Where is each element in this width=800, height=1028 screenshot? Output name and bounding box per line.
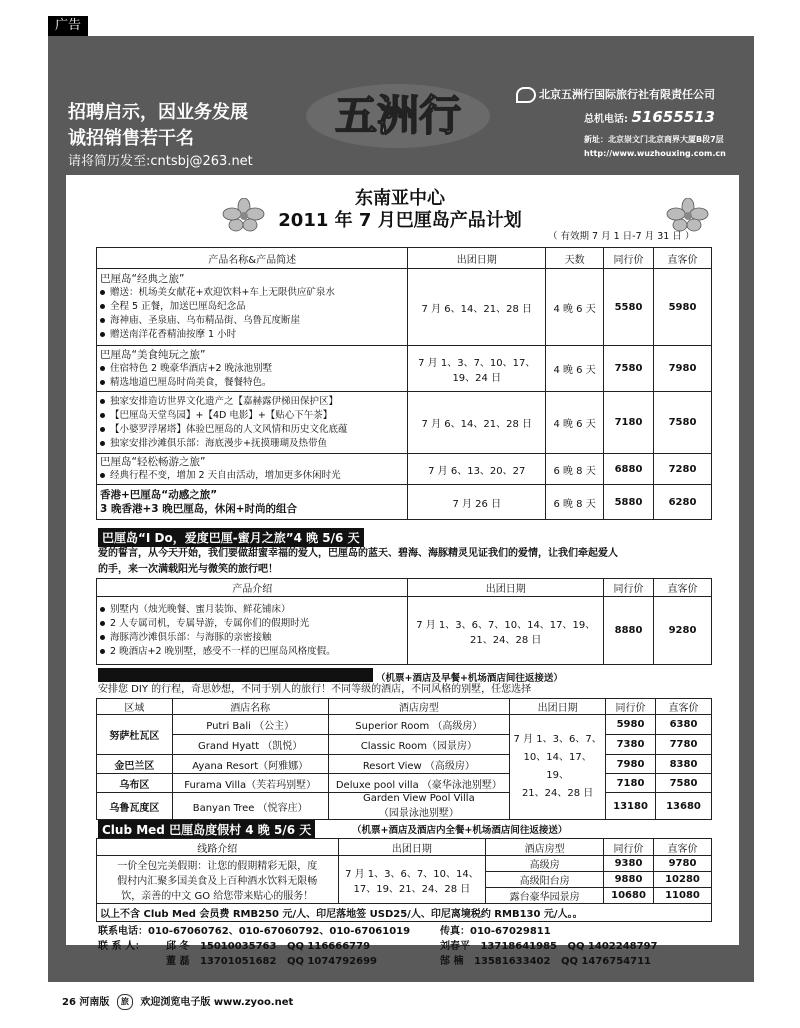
column-header: 出团日期: [338, 839, 486, 856]
feature-item: 独家安排沙滩俱乐部：海底漫步+抚摸珊瑚及热带鱼: [100, 437, 404, 451]
clubmed-note: （机票+酒店及酒店内全餐+机场酒店间往返接送）: [352, 825, 568, 836]
product-cell: [97, 269, 408, 346]
area-cell: 乌鲁瓦度区: [97, 793, 173, 820]
departure-dates: 7 月 1、3、7、10、17、 19、24 日: [408, 346, 546, 392]
product-name: 香港+巴厘岛“动感之旅”: [100, 489, 218, 501]
room-type: Deluxe pool villa （豪华泳池别墅）: [328, 774, 510, 793]
feature-item: 赠送：机场美女献花+欢迎饮料+车上无限供应矿泉水: [100, 286, 404, 300]
hotel-name: Putri Bali （公主）: [172, 715, 328, 735]
feature-item: 【小婆罗浮屠塔】体验巴厘岛的人文风情和历史文化底蕴: [100, 423, 404, 437]
phone-number: 51655513: [631, 108, 715, 126]
resume-email[interactable]: 请将简历发至:cntsbj@263.net: [68, 154, 253, 169]
direct-price: 8380: [656, 755, 712, 774]
table-row: [97, 856, 712, 872]
peer-price: 9880: [604, 872, 654, 888]
table-row: [97, 392, 712, 454]
column-header: 同行价: [604, 248, 654, 269]
product-cell: [97, 597, 408, 665]
diy-intro: 安排您 DIY 的行程，奇思妙想，不同于别人的旅行！不同等级的酒店，不同风格的别墅，任您选择: [98, 684, 532, 695]
table-header-row: [97, 699, 712, 715]
company-address: 新址：北京崇文门北京商界大厦B段7层: [584, 135, 724, 144]
column-header: 产品介绍: [97, 579, 408, 597]
column-header: 同行价: [604, 579, 654, 597]
column-header: 出团日期: [510, 699, 606, 715]
column-header: 直客价: [656, 699, 712, 715]
product-desc: 3 晚香港+3 晚巴厘岛，休闲+时尚的组合: [100, 503, 298, 515]
peer-price: 9380: [604, 856, 654, 872]
redacted-heading-bar: [98, 668, 373, 682]
hotel-name: Ayana Resort（阿雅娜）: [172, 755, 328, 774]
table-header-row: [97, 248, 712, 269]
clubmed-table: [96, 838, 712, 922]
contact-person: 邱 冬 15010035763 QQ 116666779: [166, 941, 371, 952]
room-type: 高级房: [486, 856, 604, 872]
departure-dates: 7 月 1、3、6、7、10、14、17、19、 21、24、28 日: [408, 597, 604, 665]
direct-price: 7980: [654, 346, 712, 392]
table-row: [97, 904, 712, 922]
column-header: 酒店房型: [486, 839, 604, 856]
column-header: 线路介绍: [97, 839, 339, 856]
peer-price: 10680: [604, 888, 654, 904]
product-cell: [97, 485, 408, 520]
phone-row: [584, 108, 715, 126]
column-header: 同行价: [604, 839, 654, 856]
direct-price: 10280: [654, 872, 712, 888]
product-cell: [97, 392, 408, 454]
hotel-name: Furama Villa（芙若玛别墅）: [172, 774, 328, 793]
area-cell: 乌布区: [97, 774, 173, 793]
departure-dates: 7 月 6、14、21、28 日: [408, 392, 546, 454]
area-cell: 努萨杜瓦区: [97, 715, 173, 755]
room-type: 高级阳台房: [486, 872, 604, 888]
table-row: [97, 454, 712, 485]
ad-tag: 广告: [48, 16, 88, 36]
peer-price: 7380: [606, 735, 656, 755]
product-name: 巴厘岛“轻松畅游之旅”: [100, 456, 206, 468]
hotel-name: Grand Hyatt （凯悦）: [172, 735, 328, 755]
contact-person-label: 联 系 人：: [98, 941, 145, 952]
table-row: [97, 346, 712, 392]
wuzhouxing-logo: [300, 76, 496, 154]
feature-item: 2 人专属司机，专属导游，专属你们的假期时光: [100, 617, 404, 631]
table-header-row: [97, 579, 712, 597]
feature-item: 赠送南洋花香精油按摩 1 小时: [100, 328, 404, 342]
peer-price: 5980: [606, 715, 656, 735]
column-header: 同行价: [606, 699, 656, 715]
direct-price: 5980: [654, 269, 712, 346]
table-row: [97, 597, 712, 665]
duration: 6 晚 8 天: [546, 454, 604, 485]
peer-price: 13180: [606, 793, 656, 820]
room-type: Classic Room（园景房）: [328, 735, 510, 755]
column-header: 产品名称&产品简述: [97, 248, 408, 269]
travel-stamp-icon: 旅: [117, 994, 133, 1010]
peer-price: 7980: [606, 755, 656, 774]
feature-item: 【巴厘岛天堂鸟园】+【4D 电影】+【贴心下午茶】: [100, 409, 404, 423]
feature-item: 住宿特色 2 晚豪华酒店+2 晚泳池别墅: [100, 362, 404, 376]
direct-price: 13680: [656, 793, 712, 820]
direct-price: 7580: [654, 392, 712, 454]
company-name-text: 北京五洲行国际旅行社有限责任公司: [539, 88, 715, 101]
contact-phones: 联系电话：010-67060762、010-67060792、010-67061019: [98, 926, 411, 937]
product-cell: [97, 346, 408, 392]
peer-price: 8880: [604, 597, 654, 665]
column-header: 酒店房型: [328, 699, 510, 715]
contact-person: 郜 楠 13581633402 QQ 1476754711: [440, 956, 652, 967]
column-header: 直客价: [654, 579, 712, 597]
direct-price: 7280: [654, 454, 712, 485]
page-footer: [62, 993, 293, 1010]
feature-item: 独家安排造访世界文化遗产之【嘉赫露伊梯田保护区】: [100, 395, 404, 409]
table-header-row: [97, 839, 712, 856]
peer-price: 7180: [606, 774, 656, 793]
logo-text: 五洲行: [334, 91, 462, 140]
departure-dates: 7 月 6、14、21、28 日: [408, 269, 546, 346]
table-row: [97, 715, 712, 735]
duration: 4 晚 6 天: [546, 392, 604, 454]
room-type: Garden View Pool Villa （园景泳池别墅）: [328, 793, 510, 820]
direct-price: 11080: [654, 888, 712, 904]
bali-products-table: [96, 247, 712, 520]
feature-item: 精选地道巴厘岛时尚美食，餐餐特色。: [100, 376, 404, 390]
validity-note: （ 有效期 7 月 1 日-7 月 31 日 ）: [548, 231, 695, 242]
column-header: 区域: [97, 699, 173, 715]
peer-price: 5580: [604, 269, 654, 346]
departure-dates: 7 月 6、13、20、27: [408, 454, 546, 485]
column-header: 出团日期: [408, 579, 604, 597]
table-row: [97, 755, 712, 774]
footer-site[interactable]: 欢迎浏览电子版 www.zyoo.net: [140, 997, 294, 1008]
product-cell: [97, 454, 408, 485]
contact-person: 董 磊 13701051682 QQ 1074792699: [166, 956, 378, 967]
table-row: [97, 485, 712, 520]
duration: 4 晚 6 天: [546, 346, 604, 392]
departure-dates: 7 月 1、3、6、7、 10、14、17、19、 21、24、28 日: [510, 715, 606, 820]
clubmed-heading: Club Med 巴厘岛度假村 4 晚 5/6 天: [98, 820, 315, 839]
center-title: 东南亚中心: [355, 188, 445, 209]
direct-price: 7780: [656, 735, 712, 755]
honeymoon-table: [96, 578, 712, 665]
duration: 6 晚 8 天: [546, 485, 604, 520]
feature-item: 海豚湾沙滩俱乐部：与海豚的亲密接触: [100, 631, 404, 645]
edition-label: 河南版: [79, 997, 110, 1008]
direct-price: 9280: [654, 597, 712, 665]
peer-price: 6880: [604, 454, 654, 485]
recruit-line2: 诚招销售若干名: [68, 128, 194, 149]
feature-item: 海神庙、圣泉庙、乌布精品街、乌鲁瓦度断崖: [100, 314, 404, 328]
direct-price: 6380: [656, 715, 712, 735]
honeymoon-heading: 巴厘岛“I Do，爱度巴厘-蜜月之旅”4 晚 5/6 天: [98, 528, 364, 547]
company-url[interactable]: http://www.wuzhouxing.com.cn: [584, 149, 726, 158]
contact-fax: 传真：010-67029811: [440, 926, 551, 937]
table-row: [97, 735, 712, 755]
route-intro: 一价全包完美假期：让您的假期精彩无限，度 假村内汇聚多国美食及上百种酒水饮料无限畅 饮，亲善的中文 GO 给您带来贴心的服务！: [97, 856, 339, 904]
feature-item: 经典行程不变，增加 2 天自由活动，增加更多休闲时光: [100, 469, 404, 483]
room-type: Superior Room （高级房）: [328, 715, 510, 735]
feature-item: 别墅内（烛光晚餐、蜜月装饰、鲜花铺床）: [100, 603, 404, 617]
column-header: 直客价: [654, 248, 712, 269]
product-name: 巴厘岛“美食纯玩之旅”: [100, 348, 206, 361]
page-number: 26: [62, 997, 76, 1008]
table-row: [97, 774, 712, 793]
company-logo-icon: [516, 87, 536, 103]
column-header: 直客价: [654, 839, 712, 856]
direct-price: 7580: [656, 774, 712, 793]
direct-price: 9780: [654, 856, 712, 872]
column-header: 天数: [546, 248, 604, 269]
diy-hotel-table: [96, 698, 712, 820]
departure-dates: 7 月 1、3、6、7、10、14、 17、19、21、24、28 日: [338, 856, 486, 904]
honeymoon-intro-line1: 爱的誓言，从今天开始，我们要做甜蜜幸福的爱人，巴厘岛的蓝天、碧海、海豚精灵见证我们的爱情，让我们牵起爱人: [98, 548, 618, 559]
feature-item: 全程 5 正餐，加送巴厘岛纪念品: [100, 300, 404, 314]
diy-note: （机票+酒店及早餐+机场酒店间往返接送）: [376, 673, 563, 684]
company-name: [516, 86, 715, 103]
phone-label: 总机电话:: [584, 114, 628, 125]
column-header: 出团日期: [408, 248, 546, 269]
departure-dates: 7 月 26 日: [408, 485, 546, 520]
honeymoon-intro-line2: 的手，来一次满载阳光与微笑的旅行吧！: [98, 564, 278, 575]
room-type: Resort View （高级房）: [328, 755, 510, 774]
area-cell: 金巴兰区: [97, 755, 173, 774]
recruit-line1: 招聘启示，因业务发展: [68, 102, 248, 123]
column-header: 酒店名称: [172, 699, 328, 715]
duration: 4 晚 6 天: [546, 269, 604, 346]
table-row: [97, 793, 712, 820]
contact-person: 刘春平 13718641985 QQ 1402248797: [440, 941, 658, 952]
table-row: [97, 269, 712, 346]
product-name: 巴厘岛“经典之旅”: [100, 273, 185, 285]
direct-price: 6280: [654, 485, 712, 520]
room-type: 露台豪华园景房: [486, 888, 604, 904]
peer-price: 7580: [604, 346, 654, 392]
fee-note: 以上不含 Club Med 会员费 RMB250 元/人、印尼落地签 USD25/人、印尼离境税约 RMB130 元/人。。: [97, 904, 712, 922]
feature-item: 2 晚酒店+2 晚别墅，感受不一样的巴厘岛风格度假。: [100, 645, 404, 659]
hotel-name: Banyan Tree （悦容庄）: [172, 793, 328, 820]
plan-title: 2011 年 7 月巴厘岛产品计划: [278, 210, 522, 231]
peer-price: 7180: [604, 392, 654, 454]
peer-price: 5880: [604, 485, 654, 520]
